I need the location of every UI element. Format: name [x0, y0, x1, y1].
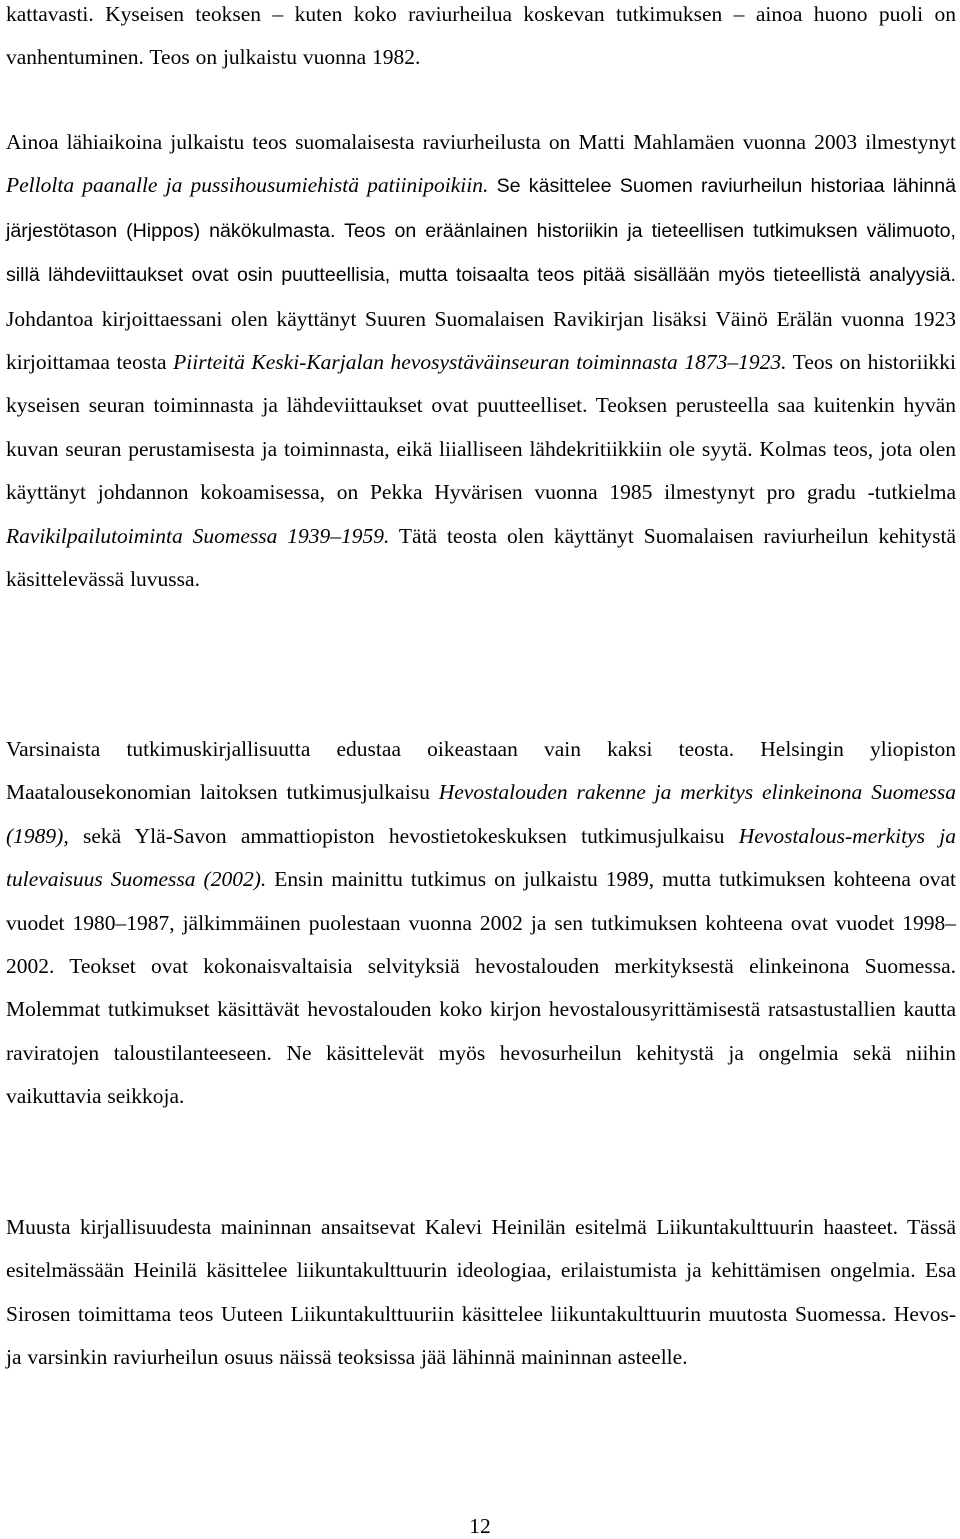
paragraph-3-text-cont: sekä Ylä-Savon ammattiopiston hevostietokeskuksen tutkimusjulkaisu — [68, 823, 739, 848]
paragraph-2-text-cont: Johdantoa kirjoittaessani olen käyttänyt Suuren Suomalaisen Ravikirjan lisäksi Väinö Erälän vuonna 1923 kirjoittamaa teosta — [6, 306, 956, 375]
paragraph-1-text: kattavasti. Kyseisen teoksen – kuten koko raviurheilua koskevan tutkimuksen – ainoa huono puoli on vanhentuminen. Teos on julkaistu vuonna 1982. — [6, 2, 956, 70]
paragraph-4-text: Muusta kirjallisuudesta maininnan ansaitsevat Kalevi Heinilän esitelmä Liikuntakulttuurin haasteet. Tässä esitelmässään Heinilä käsittelee liikuntakulttuurin ideologiaa, erilaistumista ja kehittämisen ongelmia. Esa Sirosen toimittama teos Uuteen Liikuntakulttuuriin käsittelee liikuntakulttuurin muutosta Suomessa. Hevos- ja varsinkin raviurheilun osuus näissä teoksissa jää lähinnä maininnan asteelle. — [6, 1215, 956, 1370]
paragraph-3 — [6, 728, 956, 1119]
paragraph-2 — [6, 121, 956, 601]
paragraph-3-text: Varsinaista tutkimuskirjallisuutta edustaa oikeastaan vain kaksi teosta. Helsingin yliopiston Maatalousekonomian laitoksen tutkimusjulkaisu — [6, 737, 956, 805]
publication-title-hevostalous-merkitys: Hevostalous-merkitys ja tulevaisuus Suomessa (2002). — [6, 823, 956, 892]
paragraph-1 — [6, 0, 956, 80]
book-title-pellolta-paanalle: Pellolta paanalle ja pussihousumiehistä patiinipoikiin. — [6, 173, 489, 198]
paragraph-2-text-cont-2: Teos on historiikki kyseisen seuran toiminnasta ja lähdeviittaukset ovat puutteelliset. Teoksen perusteella saa kuitenkin hyvän kuvan seuran perustamisesta ja toiminnasta, eikä liialliseen lähdekritiikkiin ole syytä. Kolmas teos, jota olen käyttänyt johdannon kokoamisessa, on Pekka Hyvärisen vuonna 1985 ilmestynyt pro gradu -tutkielma — [6, 350, 957, 505]
paragraph-3-text-end: Ensin mainittu tutkimus on julkaistu 1989, mutta tutkimuksen kohteena ovat vuodet 1980–1987, jälkimmäinen puolestaan vuonna 2002 ja sen tutkimuksen kohteena ovat vuodet 1998–2002. Teokset ovat kokonaisvaltaisia selvityksiä hevostalouden merkityksestä elinkeinona Suomessa. Molemmat tutkimukset käsittävät hevostalouden koko kirjon hevostalousyrittämisestä ratsastustallien kautta raviratojen taloustilanteeseen. Ne käsittelevät myös hevosurheilun kehitystä ja ongelmia sekä niihin vaikuttavia seikkoja. — [6, 867, 956, 1109]
paragraph-2-text-sans: Se käsittelee Suomen raviurheilun historiaa lähinnä järjestötason (Hippos) näkökulmasta. Teos on eräänlainen historiikin ja tieteellisen tutkimuksen välimuoto, sillä lähdeviittaukset ovat osin puutteellisia, mutta toisaalta teos pitää sisällään myös tieteellistä analyysiä. — [6, 175, 956, 287]
thesis-title-ravikilpailutoiminta: Ravikilpailutoiminta Suomessa 1939–1959. — [6, 523, 390, 548]
paragraph-2-text-end: Tätä teosta olen käyttänyt Suomalaisen raviurheilun kehitystä käsittelevässä luvussa. — [6, 523, 957, 592]
book-title-piirteita: Piirteitä Keski-Karjalan hevosystäväinseuran toiminnasta 1873–1923. — [173, 350, 787, 375]
paragraph-2-text: Ainoa lähiaikoina julkaistu teos suomalaisesta raviurheilusta on Matti Mahlamäen vuonna 2003 ilmestynyt — [6, 130, 956, 154]
page-number: 12 — [469, 1514, 491, 1538]
paragraph-4 — [6, 1206, 956, 1380]
publication-title-hevostalouden-rakenne: Hevostalouden rakenne ja merkitys elinkeinona Suomessa (1989), — [6, 780, 956, 848]
